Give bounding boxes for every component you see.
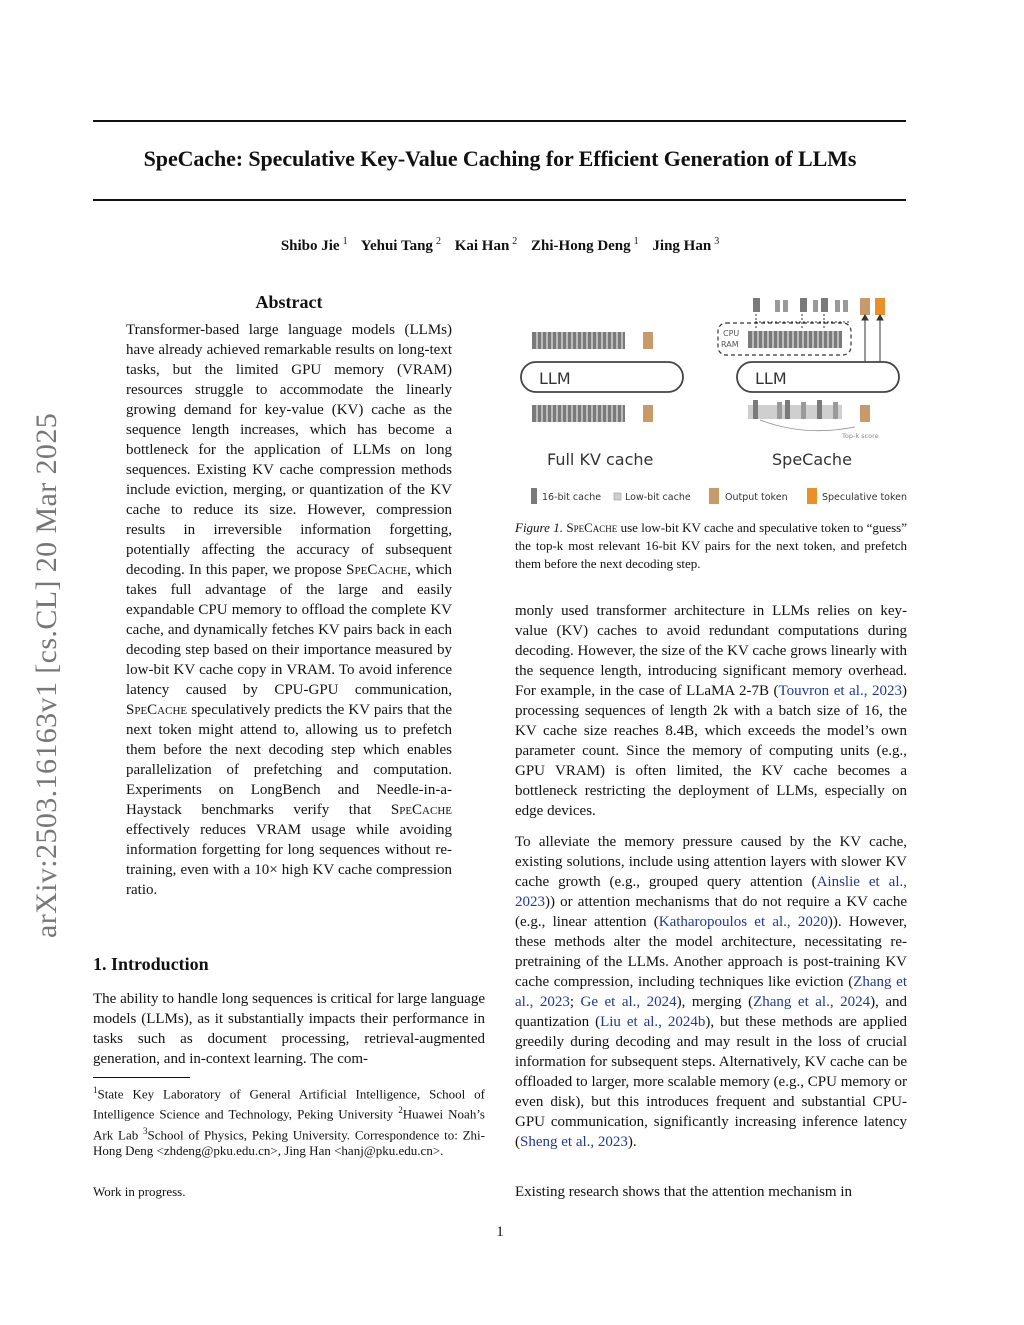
output-token-mark: [860, 298, 870, 315]
method-name: SpeCache: [566, 520, 618, 535]
work-in-progress-note: Work in progress.: [93, 1184, 186, 1199]
author-list: [0, 236, 1000, 255]
citation-link[interactable]: Sheng et al., 2023: [520, 1134, 628, 1150]
arxiv-id: arXiv:2503.16163v1 [cs.CL] 20 Mar 2025: [30, 412, 63, 938]
citation-link[interactable]: Katharopoulos et al., 2020: [658, 914, 828, 930]
caption-text: use low-bit KV cache and speculative token to “guess” the top-k most relevant 16-bit KV pairs for the next token, and prefetch them before the next decoding step.: [515, 520, 908, 571]
abstract-body: [126, 320, 452, 900]
footnote-rule: [93, 1077, 190, 1078]
paragraph-text: ).: [627, 1134, 637, 1150]
output-token-mark: [860, 405, 870, 422]
title-rule-top: [93, 120, 906, 122]
legend-label-speculative: Speculative token: [822, 492, 907, 503]
paragraph-text: )) or attention mechanisms that do not require a KV cache (e.g., linear attention (: [515, 894, 907, 930]
legend-label-16bit: 16-bit cache: [542, 492, 602, 503]
abstract-text: Transformer-based large language models (LLMs) have already achieved remarkable results on long-text tasks, but the limited GPU memory (VRAM) resources struggle to accommodate the linearly growing demand for key-value (KV) cache as the sequence length increases, which has become a bottleneck for the application of LLMs on long sequences. Existing KV cache compression methods include eviction, merging, or quantization of the KV cache to reduce its size. However, compression results in irreversible information forgetting, potentially affecting the accuracy of subsequent decoding. In this paper, we propose: [126, 322, 452, 578]
footnote-marker: 1: [93, 1085, 98, 1095]
footnote-affiliations: [93, 1082, 485, 1159]
legend-label-output: Output token: [725, 492, 788, 503]
footnote-text: School of Physics, Peking University. Correspondence to: Zhi-Hong Deng <zhdeng@pku.edu.cn>, Jing Han <hanj@pku.edu.cn>.: [93, 1126, 485, 1158]
citation-link[interactable]: Ainslie et al., 2023: [515, 874, 907, 910]
method-name: SpeCache: [390, 802, 452, 818]
lowbit-cache: [748, 400, 842, 419]
figure-title-specache: SpeCache: [772, 450, 852, 469]
footnote-text: State Key Laboratory of General Artificial Intelligence, School of Intelligence Science and Technology, Peking University: [93, 1086, 485, 1122]
author-affiliation: 2: [512, 236, 518, 247]
caption-label: Figure 1.: [515, 520, 563, 535]
paragraph-text: monly used transformer architecture in LLMs relies on key-value (KV) caches to avoid redundant computations during decoding. However, the size of the KV cache grows linearly with the sequence length, introducing significant memory overhead. For example, in the case of LLaMA 2-7B (: [515, 603, 907, 699]
author-name: Shibo Jie: [280, 238, 340, 254]
author-name: Zhi-Hong Deng: [531, 238, 631, 254]
prefetched-cache-top: [753, 298, 848, 312]
paragraph-text: ) processing sequences of length 2k with a batch size of 16, the KV cache size reaches 8.4B, which exceeds the model’s own parameter count. Since the memory of computing units (e.g., GPU VRAM) is often limited, the KV cache becomes a bottleneck restricting the deployment of LLMs, especially on edge devices.: [515, 683, 908, 819]
citation-link[interactable]: Zhang et al., 2024: [753, 994, 871, 1010]
intro-paragraph: The ability to handle long sequences is critical for large language models (LLMs), as it substantially impacts their performance in tasks such as document processing, retrieval-augmented generation, and in-context learning. The com-: [93, 991, 485, 1067]
author-affiliation: 2: [435, 236, 441, 247]
title-rule-bottom: [93, 199, 906, 201]
paragraph-text: To alleviate the memory pressure caused by the KV cache, existing solutions, include using attention layers with slower KV cache growth (e.g., grouped query attention (: [515, 834, 907, 890]
author-name: Kai Han: [454, 238, 510, 254]
cpu-ram-cache: [748, 331, 842, 348]
citation-link[interactable]: Touvron et al., 2023: [778, 683, 903, 699]
intro-paragraph: Existing research shows that the attention mechanism in: [515, 1184, 853, 1200]
author-name: Yehui Tang: [360, 238, 433, 254]
abstract-text: effectively reduces VRAM usage while avoiding information forgetting for long sequences without re-training, even with a 10× high KV cache compression ratio.: [126, 822, 452, 898]
method-name: SpeCache: [126, 702, 188, 718]
legend-swatch-speculative: [807, 488, 817, 504]
section-heading-introduction: 1. Introduction: [93, 954, 209, 974]
topk-label: Top-k score: [842, 432, 879, 440]
footnote-marker: 2: [398, 1105, 403, 1116]
output-token-mark: [643, 405, 653, 422]
abstract-text: speculatively predicts the KV pairs that the next token might attend to, allowing us to prefetch them before the next decoding step which enables parallelization of prefetching and computation. Experiments on LongBench and Needle-in-a-Haystack benchmarks verify that: [126, 702, 452, 818]
paper-title: SpeCache: Speculative Key-Value Caching for Efficient Generation of LLMs: [143, 146, 857, 171]
citation-link[interactable]: Zhang et al., 2023: [515, 974, 907, 1010]
figure-diagram: [515, 292, 907, 512]
intro-paragraph: [515, 832, 907, 1152]
abstract-heading: Abstract: [255, 292, 323, 312]
figure-caption: [515, 519, 907, 573]
full-kv-top-cache: [532, 332, 625, 349]
author-affiliation: 1: [633, 236, 639, 247]
citation-link[interactable]: Liu et al., 2024b: [600, 1014, 706, 1030]
legend-swatch-16bit: [531, 488, 537, 504]
paragraph-text: )). However, these methods alter the model architecture, necessitating re-pretraining of the LLMs. Another approach is post-training KV cache compression, including techniques like eviction (: [515, 914, 908, 990]
paragraph-text: ), but these methods are applied greedily during decoding and may result in the loss of crucial information for subsequent steps. Alternatively, KV cache can be offloaded to larger, more scalable memory (e.g., CPU memory or even disk), but this introduces frequent and substantial CPU-GPU communication, significantly increasing inference latency (: [515, 1014, 908, 1150]
llm-label-left: LLM: [539, 369, 571, 388]
figure-title-full-kv: Full KV cache: [547, 450, 654, 469]
intro-paragraph-continued: [515, 601, 907, 821]
arxiv-stamp: [30, 350, 66, 940]
author-name: Jing Han: [652, 238, 712, 254]
author-affiliation: 3: [714, 236, 720, 247]
page-number: 1: [496, 1224, 504, 1240]
author-affiliation: 1: [342, 236, 348, 247]
footnote-marker: 3: [143, 1125, 148, 1136]
output-token-mark: [643, 332, 653, 349]
abstract-text: , which takes full advantage of the large and easily expandable CPU memory to offload the complete KV cache, and dynamically fetches KV pairs back in each decoding step based on their importance measured by low-bit KV cache copy in VRAM. To avoid inference latency caused by CPU-GPU communication,: [126, 562, 452, 698]
paragraph-text: ), and quantization (: [515, 994, 907, 1030]
paragraph-text: ;: [569, 994, 581, 1010]
ram-label: RAM: [721, 340, 739, 349]
legend-swatch-lowbit: [614, 493, 621, 500]
topk-curve: [760, 420, 855, 431]
footnote-text: Huawei Noah’s Ark Lab: [93, 1106, 485, 1142]
legend-label-lowbit: Low-bit cache: [625, 492, 691, 503]
paragraph-text: ), merging (: [676, 994, 754, 1010]
citation-link[interactable]: Ge et al., 2024: [580, 994, 677, 1010]
method-name: SpeCache: [346, 562, 408, 578]
llm-label-right: LLM: [755, 369, 787, 388]
legend-swatch-output: [709, 488, 719, 504]
full-kv-bottom-cache: [532, 405, 625, 422]
figure-1: [515, 292, 907, 512]
cpu-label: CPU: [723, 329, 740, 338]
speculative-token-mark: [875, 298, 885, 315]
